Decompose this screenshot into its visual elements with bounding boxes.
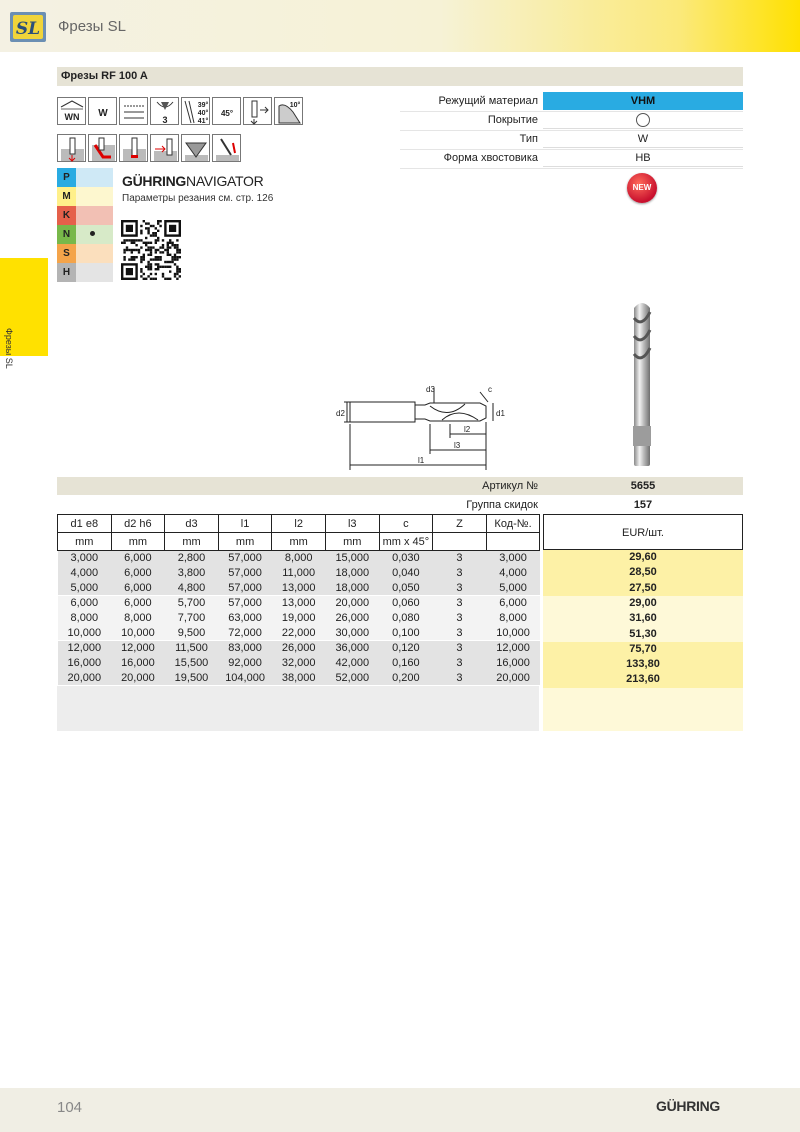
material-code: P [57, 168, 76, 187]
column-header: c [379, 515, 433, 533]
label-l2: l2 [464, 425, 471, 434]
material-suitable-mark [90, 231, 95, 236]
page-title: Фрезы SL [58, 18, 126, 35]
table-cell: 19,500 [165, 671, 219, 686]
table-cell: 57,000 [218, 551, 272, 566]
table-cell: 3 [433, 671, 487, 686]
column-unit [433, 533, 487, 551]
table-cell: 12,000 [111, 641, 165, 656]
table-cell: 6,000 [111, 566, 165, 581]
table-cell: 0,040 [379, 566, 433, 581]
profile-icon [181, 134, 210, 162]
table-cell: 16,000 [58, 656, 112, 671]
table-cell: 3 [433, 551, 487, 566]
dimensions-table [57, 514, 540, 686]
table-row[interactable] [58, 596, 540, 611]
table-cell: 20,000 [325, 596, 379, 611]
table-header-row [58, 515, 540, 533]
cutting-params-note: Параметры резания см. стр. 126 [122, 193, 274, 204]
table-cell: 72,000 [218, 626, 272, 641]
table-cell: 5,000 [486, 581, 540, 596]
material-code: H [57, 263, 76, 282]
column-unit: mm x 45° [379, 533, 433, 551]
table-cell: 4,000 [486, 566, 540, 581]
table-cell: 16,000 [111, 656, 165, 671]
table-cell: 3 [433, 641, 487, 656]
label-c: c [488, 385, 492, 394]
table-cell: 3,000 [486, 551, 540, 566]
label-l3: l3 [454, 441, 461, 450]
prop-value-shank: HB [543, 149, 743, 167]
column-header: d3 [165, 515, 219, 533]
table-cell: 6,000 [111, 551, 165, 566]
chamfer-icon [212, 97, 241, 125]
w-shank-icon [88, 97, 117, 125]
table-cell: 10,000 [486, 626, 540, 641]
table-cell: 4,800 [165, 581, 219, 596]
svg-text:40°: 40° [197, 110, 209, 117]
table-cell: 8,000 [111, 611, 165, 626]
coolant-icon [243, 97, 272, 125]
label-d1: d1 [496, 409, 505, 418]
column-unit: mm [218, 533, 272, 551]
plunge-icon [119, 134, 148, 162]
material-code: S [57, 244, 76, 263]
svg-text:SL: SL [15, 19, 41, 39]
table-cell: 57,000 [218, 581, 272, 596]
material-code: N [57, 225, 76, 244]
material-group-h [57, 263, 113, 282]
table-cell: 8,000 [272, 551, 326, 566]
tool-photo [620, 298, 660, 470]
table-cell: 36,000 [325, 641, 379, 656]
table-cell: 2,800 [165, 551, 219, 566]
table-cell: 52,000 [325, 671, 379, 686]
column-unit: mm [165, 533, 219, 551]
table-row[interactable] [58, 641, 540, 656]
table-cell: 32,000 [272, 656, 326, 671]
svg-text:10°: 10° [289, 102, 301, 109]
label-l1: l1 [418, 456, 425, 465]
table-cell: 0,160 [379, 656, 433, 671]
new-badge: NEW [627, 173, 657, 203]
table-cell: 0,060 [379, 596, 433, 611]
material-code: M [57, 187, 76, 206]
table-cell: 38,000 [272, 671, 326, 686]
table-cell: 13,000 [272, 581, 326, 596]
divider [400, 168, 743, 169]
table-cell: 13,000 [272, 596, 326, 611]
header-band [0, 0, 800, 52]
table-units-row [58, 533, 540, 551]
flutes-icon [150, 97, 179, 125]
table-cell: 12,000 [486, 641, 540, 656]
table-cell: 0,030 [379, 551, 433, 566]
price-value: 28,50 [629, 566, 657, 579]
svg-text:45°: 45° [220, 109, 234, 118]
table-cell: 8,000 [486, 611, 540, 626]
price-value: 51,30 [629, 627, 657, 640]
table-cell: 3 [433, 566, 487, 581]
table-cell: 20,000 [111, 671, 165, 686]
svg-text:41°: 41° [197, 118, 209, 125]
table-cell: 6,000 [111, 581, 165, 596]
table-cell: 4,000 [58, 566, 112, 581]
price-value: 75,70 [629, 642, 657, 655]
column-unit [486, 533, 540, 551]
sl-logo-icon [10, 12, 46, 42]
table-cell: 3,000 [58, 551, 112, 566]
section-title-bar [57, 67, 743, 86]
side-milling-icon [150, 134, 179, 162]
discount-group-value: 157 [633, 499, 653, 511]
column-header: l3 [325, 515, 379, 533]
table-filler [57, 686, 539, 731]
column-unit: mm [272, 533, 326, 551]
table-cell: 6,000 [58, 596, 112, 611]
table-cell: 3 [433, 581, 487, 596]
column-header: Код-№. [486, 515, 540, 533]
finishing-icon [212, 134, 241, 162]
table-cell: 18,000 [325, 581, 379, 596]
table-cell: 3 [433, 626, 487, 641]
table-cell: 19,000 [272, 611, 326, 626]
table-row[interactable] [58, 671, 540, 686]
material-code: K [57, 206, 76, 225]
table-cell: 83,000 [218, 641, 272, 656]
material-swatch [76, 263, 113, 282]
table-cell: 16,000 [486, 656, 540, 671]
label-d2: d2 [336, 409, 345, 418]
table-cell: 0,100 [379, 626, 433, 641]
table-cell: 92,000 [218, 656, 272, 671]
table-cell: 11,500 [165, 641, 219, 656]
ramping-icon [88, 134, 117, 162]
label-d3: d3 [426, 385, 435, 394]
column-header: l1 [218, 515, 272, 533]
table-row[interactable] [58, 566, 540, 581]
table-cell: 15,500 [165, 656, 219, 671]
prop-value-cutting-material: VHM [543, 92, 743, 110]
table-cell: 57,000 [218, 566, 272, 581]
table-cell: 18,000 [325, 566, 379, 581]
svg-text:3: 3 [162, 115, 168, 125]
table-cell: 10,000 [111, 626, 165, 641]
column-unit: mm [58, 533, 112, 551]
table-cell: 63,000 [218, 611, 272, 626]
relief-angle-icon [274, 97, 303, 125]
table-cell: 20,000 [486, 671, 540, 686]
column-header: l2 [272, 515, 326, 533]
price-value: 213,60 [626, 673, 660, 686]
table-cell: 0,200 [379, 671, 433, 686]
table-cell: 57,000 [218, 596, 272, 611]
price-value: 29,00 [629, 596, 657, 609]
price-header: EUR/шт. [543, 514, 743, 550]
tolerance-icon [119, 97, 148, 125]
guhring-logo: GÜHRING [656, 1098, 721, 1114]
table-cell: 20,000 [58, 671, 112, 686]
prop-label-type: Тип [519, 133, 538, 145]
table-row[interactable] [58, 626, 540, 641]
table-row[interactable] [58, 581, 540, 596]
table-row[interactable] [58, 551, 540, 566]
guhring-navigator-logo: GÜHRINGNAVIGATOR [122, 173, 264, 189]
material-group-p [57, 168, 113, 187]
table-cell: 9,500 [165, 626, 219, 641]
material-group-s [57, 244, 113, 263]
prop-label-cutting-material: Режущий материал [438, 95, 538, 107]
table-cell: 104,000 [218, 671, 272, 686]
price-band [543, 688, 743, 731]
price-value: 27,50 [629, 581, 657, 594]
material-group-k [57, 206, 113, 225]
material-group-m [57, 187, 113, 206]
column-unit: mm [325, 533, 379, 551]
section-title: Фрезы RF 100 A [61, 70, 148, 82]
material-swatch [76, 168, 113, 187]
table-cell: 12,000 [58, 641, 112, 656]
slot-milling-icon [57, 134, 86, 162]
discount-group-label: Группа скидок [466, 499, 538, 511]
side-tab[interactable] [0, 258, 48, 369]
svg-text:W: W [98, 108, 108, 119]
prop-value-coating [543, 111, 743, 129]
article-number: 5655 [630, 480, 656, 492]
prop-label-coating: Покрытие [487, 114, 538, 126]
table-cell: 30,000 [325, 626, 379, 641]
svg-text:39°: 39° [197, 102, 209, 109]
price-value: 133,80 [626, 658, 660, 671]
no-coating-icon [636, 113, 650, 127]
table-cell: 8,000 [58, 611, 112, 626]
prop-value-type: W [543, 130, 743, 148]
column-header: d2 h6 [111, 515, 165, 533]
article-label: Артикул № [482, 480, 538, 492]
table-cell: 0,080 [379, 611, 433, 626]
table-cell: 22,000 [272, 626, 326, 641]
material-swatch [76, 244, 113, 263]
table-cell: 11,000 [272, 566, 326, 581]
table-cell: 42,000 [325, 656, 379, 671]
wn-icon [57, 97, 86, 125]
table-cell: 3 [433, 611, 487, 626]
prop-label-shank: Форма хвостовика [443, 152, 538, 164]
material-swatch [76, 206, 113, 225]
column-header: Z [433, 515, 487, 533]
table-cell: 10,000 [58, 626, 112, 641]
table-cell: 3,800 [165, 566, 219, 581]
table-cell: 6,000 [486, 596, 540, 611]
table-cell: 26,000 [325, 611, 379, 626]
side-tab-label: Фрезы SL [4, 328, 14, 369]
table-row[interactable] [58, 656, 540, 671]
table-row[interactable] [58, 611, 540, 626]
table-cell: 5,700 [165, 596, 219, 611]
qr-code-icon[interactable] [121, 220, 181, 280]
table-cell: 15,000 [325, 551, 379, 566]
table-cell: 26,000 [272, 641, 326, 656]
price-value: 31,60 [629, 612, 657, 625]
material-group-n [57, 225, 113, 244]
table-cell: 0,120 [379, 641, 433, 656]
column-unit: mm [111, 533, 165, 551]
svg-text:WN: WN [64, 112, 80, 122]
table-cell: 3 [433, 656, 487, 671]
table-cell: 7,700 [165, 611, 219, 626]
table-cell: 3 [433, 596, 487, 611]
material-swatch [76, 187, 113, 206]
table-cell: 0,050 [379, 581, 433, 596]
price-value: 29,60 [629, 551, 657, 563]
page-number: 104 [57, 1099, 83, 1116]
table-cell: 5,000 [58, 581, 112, 596]
table-cell: 6,000 [111, 596, 165, 611]
helix-angle-icon [181, 97, 210, 125]
column-header: d1 e8 [58, 515, 112, 533]
technical-drawing [330, 380, 510, 472]
